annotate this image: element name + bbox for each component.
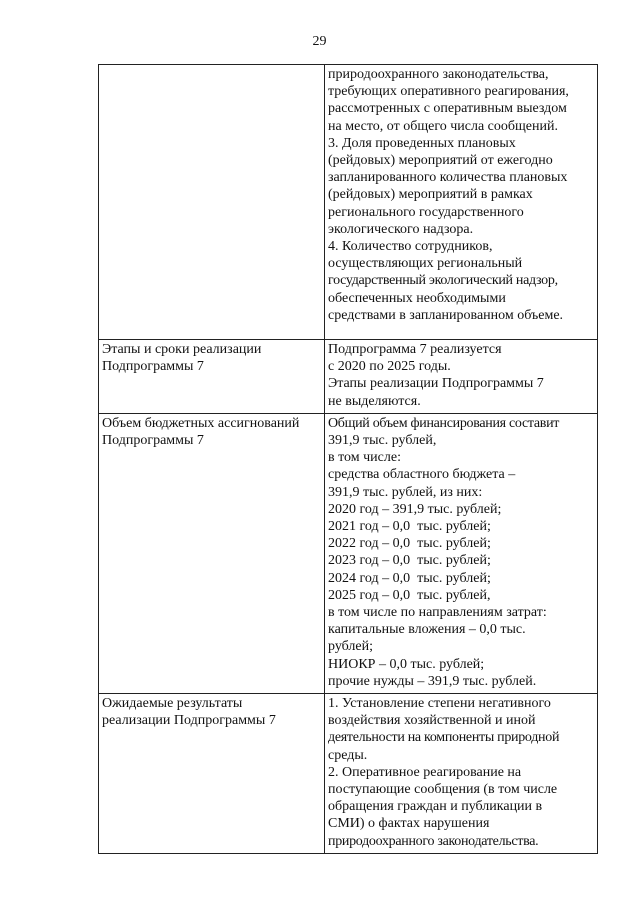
value-line: экологического надзора. <box>328 221 474 237</box>
value-line: с 2020 по 2025 годы. <box>328 359 451 375</box>
value-line: воздействия хозяйственной и иной <box>328 713 536 729</box>
value-line: осуществляющих региональный <box>328 256 523 272</box>
value-line: государственный экологический надзор, <box>328 273 558 289</box>
value-line: запланированного количества плановых <box>328 170 568 186</box>
value-line: 2. Оперативное реагирование на <box>328 764 522 780</box>
value-line: 1. Установление степени негативного <box>328 696 551 712</box>
row-label-cell <box>99 340 325 414</box>
value-line: 391,9 тыс. рублей, из них: <box>328 484 483 500</box>
value-line: обращения граждан и публикации в <box>328 799 543 815</box>
value-line: 2025 год – 0,0 тыс. рублей, <box>328 587 491 603</box>
value-line: рублей; <box>328 639 373 655</box>
value-line: 3. Доля проведенных плановых <box>328 135 516 151</box>
value-line: Этапы реализации Подпрограммы 7 <box>328 376 544 392</box>
value-line: природоохранного законодательства, <box>328 67 549 82</box>
value-line: 2024 год – 0,0 тыс. рублей; <box>328 570 491 586</box>
value-line: средствами в запланированном объеме. <box>328 307 564 323</box>
value-line: Общий объем финансирования составит <box>328 415 560 431</box>
value-line: рассмотренных с оперативным выездом <box>328 101 567 117</box>
value-line: не выделяются. <box>328 393 421 409</box>
value-line: природоохранного законодательства. <box>328 833 539 849</box>
table-row <box>99 413 598 693</box>
value-line: в том числе по направлениям затрат: <box>328 605 547 621</box>
table-row <box>99 694 598 854</box>
row-label-cell <box>99 413 325 693</box>
value-line: (рейдовых) мероприятий в рамках <box>328 187 533 203</box>
passport-table <box>98 64 598 854</box>
value-line: СМИ) о фактах нарушения <box>328 816 490 832</box>
value-line: средства областного бюджета – <box>328 467 516 483</box>
table-row <box>99 340 598 414</box>
label-line: Объем бюджетных ассигнований <box>102 415 300 431</box>
row-value-cell <box>325 694 598 854</box>
value-line: на место, от общего числа сообщений. <box>328 118 558 134</box>
value-line: обеспеченных необходимыми <box>328 290 506 306</box>
row-value-cell <box>325 413 598 693</box>
value-line: регионального государственного <box>328 204 524 220</box>
row-label-cell <box>99 694 325 854</box>
value-line: прочие нужды – 391,9 тыс. рублей. <box>328 673 537 689</box>
value-line: поступающие сообщения (в том числе <box>328 782 558 798</box>
table-row <box>99 65 598 340</box>
value-line: 2020 год – 391,9 тыс. рублей; <box>328 501 502 517</box>
row-value-cell <box>325 65 598 340</box>
value-line: 2021 год – 0,0 тыс. рублей; <box>328 519 491 535</box>
label-line: Этапы и сроки реализации <box>102 342 262 357</box>
page-number: 29 <box>312 34 327 49</box>
label-line: реализации Подпрограммы 7 <box>102 713 276 729</box>
label-line: Подпрограммы 7 <box>102 433 204 449</box>
value-line: 391,9 тыс. рублей, <box>328 433 437 449</box>
value-line: деятельности на компоненты природной <box>328 730 560 746</box>
value-line: НИОКР – 0,0 тыс. рублей; <box>328 656 485 672</box>
value-line: требующих оперативного реагирования, <box>328 84 569 100</box>
value-line: капитальные вложения – 0,0 тыс. <box>328 622 526 638</box>
label-line: Ожидаемые результаты <box>102 696 243 712</box>
value-line: 4. Количество сотрудников, <box>328 239 493 255</box>
value-line: Подпрограмма 7 реализуется <box>328 342 502 357</box>
label-line: Подпрограммы 7 <box>102 359 204 375</box>
value-line: 2023 год – 0,0 тыс. рублей; <box>328 553 491 569</box>
row-value-cell <box>325 340 598 414</box>
value-line: (рейдовых) мероприятий от ежегодно <box>328 153 553 169</box>
row-label-cell <box>99 65 325 340</box>
value-line: среды. <box>328 747 368 763</box>
value-line: 2022 год – 0,0 тыс. рублей; <box>328 536 491 552</box>
value-line: в том числе: <box>328 450 401 466</box>
